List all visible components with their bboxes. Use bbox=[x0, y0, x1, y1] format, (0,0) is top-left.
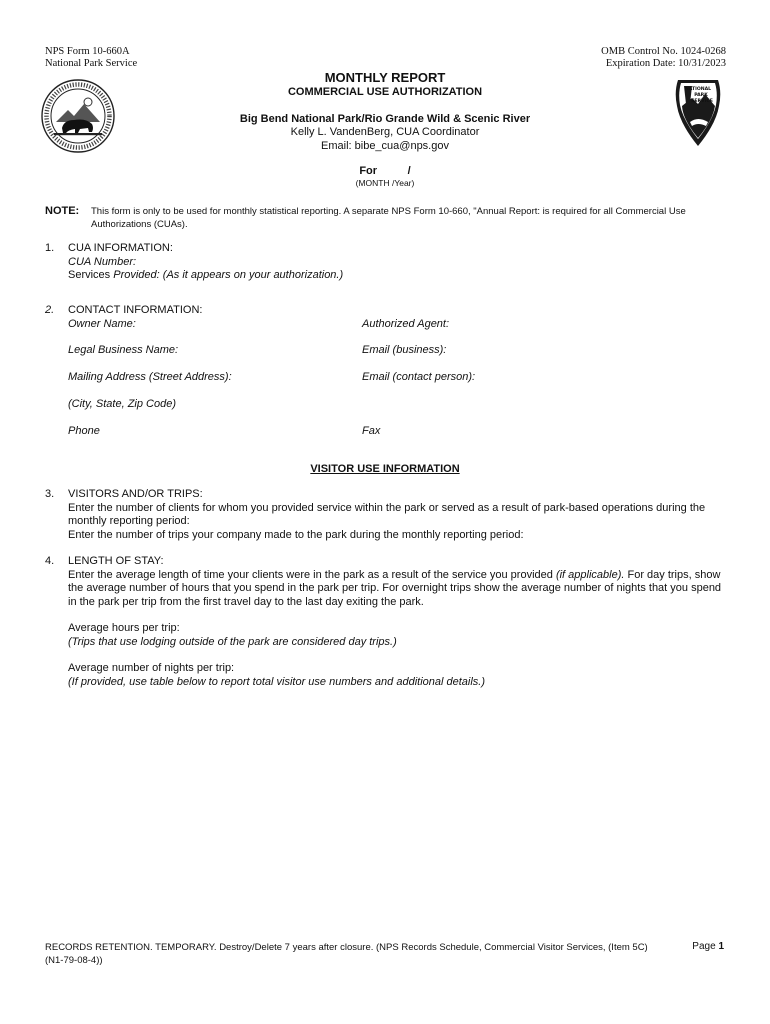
visitors-trips-heading: VISITORS AND/OR TRIPS: bbox=[68, 488, 203, 500]
form-number: NPS Form 10-660A bbox=[45, 46, 130, 57]
instructions-start: Enter the average length of time your clients were in the park as a result of the service you provided bbox=[68, 568, 556, 581]
form-header-left bbox=[45, 46, 137, 70]
avg-nights-note: (If provided, use table below to report total visitor use numbers and additional details.) bbox=[68, 675, 486, 688]
park-name: Big Bend National Park/Rio Grande Wild & Scenic River bbox=[239, 113, 531, 125]
section-1 bbox=[68, 242, 343, 283]
svg-text:PARK: PARK bbox=[694, 93, 708, 98]
report-title: MONTHLY REPORT bbox=[324, 70, 446, 85]
clients-count-field[interactable]: Enter the number of clients for whom you provided service within the park or served as a result of park-based operations during the monthly reporting period: bbox=[68, 501, 706, 527]
avg-nights-block bbox=[68, 662, 728, 689]
section-4-number: 4. bbox=[45, 555, 55, 567]
page-number-value: 1 bbox=[718, 941, 724, 952]
month-year-label: (MONTH /Year) bbox=[355, 178, 415, 188]
services-label: Provided: (As it appears on your authorization.) bbox=[113, 269, 344, 281]
avg-hours-block bbox=[68, 622, 728, 649]
owner-name-field[interactable]: Owner Name: bbox=[68, 318, 136, 330]
authorized-agent-field[interactable]: Authorized Agent: bbox=[362, 318, 450, 330]
form-header-right bbox=[601, 46, 726, 70]
services-prefix: Services bbox=[68, 269, 114, 281]
coordinator-name: Kelly L. VandenBerg, CUA Coordinator bbox=[290, 126, 480, 138]
reporting-period-field[interactable]: For / bbox=[359, 165, 411, 177]
expiration-date: Expiration Date: 10/31/2023 bbox=[605, 58, 726, 69]
page-number bbox=[692, 941, 724, 952]
services-provided-field[interactable] bbox=[68, 269, 343, 283]
report-subtitle: COMMERCIAL USE AUTHORIZATION bbox=[287, 86, 483, 98]
cua-number-field[interactable]: CUA Number: bbox=[68, 255, 137, 268]
instructions-italic: (if applicable). bbox=[555, 568, 625, 581]
trips-count-field[interactable]: Enter the number of trips your company made to the park during the monthly reporting period: bbox=[68, 528, 524, 541]
page-label: Page bbox=[692, 941, 719, 952]
cua-info-heading: CUA INFORMATION: bbox=[68, 242, 173, 254]
agency-name: National Park Service bbox=[45, 58, 138, 69]
phone-field[interactable]: Phone bbox=[68, 425, 100, 437]
email-business-field[interactable]: Email (business): bbox=[362, 344, 447, 356]
section-3 bbox=[68, 488, 728, 542]
length-of-stay-instructions bbox=[68, 569, 728, 610]
city-state-zip-field[interactable]: (City, State, Zip Code) bbox=[68, 398, 176, 410]
length-of-stay-heading: LENGTH OF STAY: bbox=[68, 555, 164, 567]
fax-field[interactable]: Fax bbox=[362, 425, 381, 437]
email-contact-field[interactable]: Email (contact person): bbox=[362, 371, 476, 383]
avg-hours-field[interactable]: Average hours per trip: bbox=[68, 622, 180, 634]
svg-text:NATIONAL: NATIONAL bbox=[684, 87, 712, 92]
section-2-number: 2. bbox=[45, 304, 55, 316]
section-1-number: 1. bbox=[45, 242, 55, 254]
section-3-number: 3. bbox=[45, 488, 55, 500]
contact-info-heading: CONTACT INFORMATION: bbox=[68, 304, 203, 316]
instructions-end: For day trips, show the average number of hours that you spend in the park per trip. For overnight trips show the average number of nights that you spend in the park per trip from the first travel day to the last day exiting the park. bbox=[68, 568, 722, 608]
svg-text:SERVICE: SERVICE bbox=[691, 99, 713, 104]
mailing-address-field[interactable]: Mailing Address (Street Address): bbox=[68, 371, 232, 383]
records-retention-footer: RECORDS RETENTION. TEMPORARY. Destroy/Delete 7 years after closure. (NPS Records Schedule, Commercial Visitor Services, (Item 5C) (N1-79-08-4)) bbox=[45, 942, 648, 966]
legal-business-name-field[interactable]: Legal Business Name: bbox=[68, 344, 179, 356]
note-text: This form is only to be used for monthly statistical reporting. A separate NPS Form 10-660, "Annual Report: is required for all Commercial Use Authorizations (CUAs). bbox=[91, 206, 686, 230]
omb-control-number: OMB Control No. 1024-0268 bbox=[601, 46, 726, 57]
coordinator-email: Email: bibe_cua@nps.gov bbox=[321, 140, 449, 152]
section-4 bbox=[68, 555, 728, 609]
note-label: NOTE: bbox=[45, 205, 80, 217]
avg-nights-field[interactable]: Average number of nights per trip: bbox=[68, 662, 235, 674]
visitor-use-heading: VISITOR USE INFORMATION bbox=[310, 463, 460, 475]
avg-hours-note: (Trips that use lodging outside of the park are considered day trips.) bbox=[68, 635, 397, 648]
